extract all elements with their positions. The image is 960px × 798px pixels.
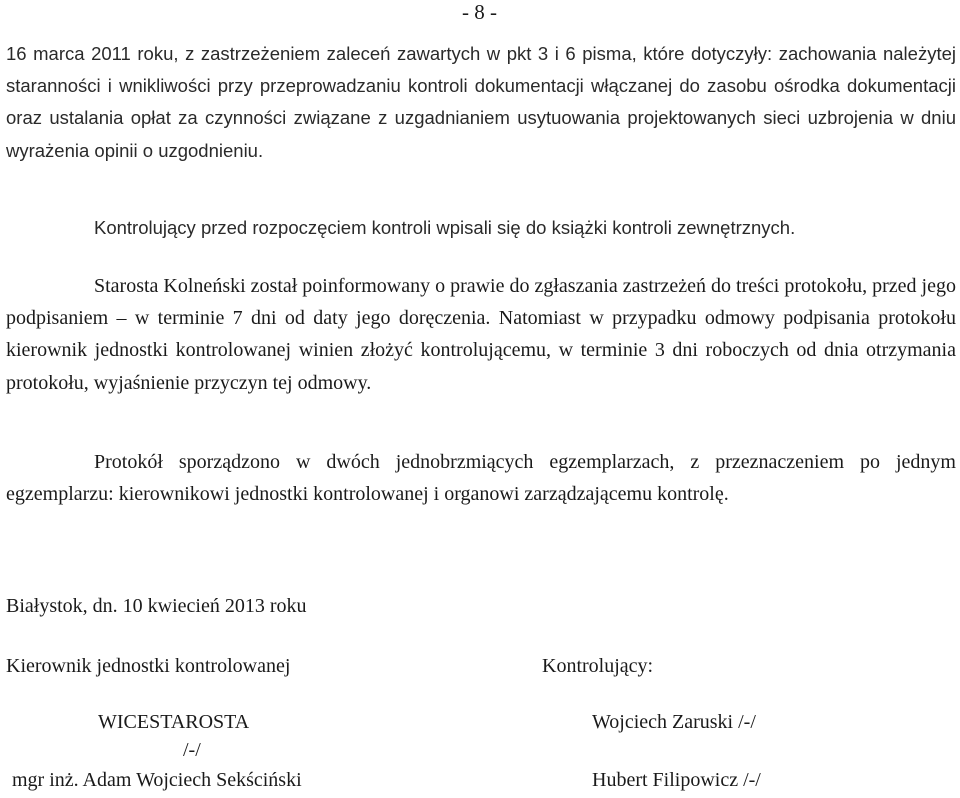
signature-heading-inspectors: Kontrolujący: bbox=[542, 655, 654, 677]
signature-right-inspector-2: Hubert Filipowicz /-/ bbox=[592, 769, 761, 791]
signature-left-name: mgr inż. Adam Wojciech Sekściński bbox=[12, 769, 302, 791]
paragraph-control-book: Kontrolujący przed rozpoczęciem kontroli wpisali się do książki kontroli zewnętrznych. bbox=[94, 217, 796, 238]
paragraph-objections bbox=[6, 270, 956, 399]
signature-heading-head-of-unit: Kierownik jednostki kontrolowanej bbox=[6, 655, 291, 677]
signature-right-inspector-1: Wojciech Zaruski /-/ bbox=[592, 711, 756, 733]
signature-left-mark: /-/ bbox=[183, 739, 201, 761]
refusal-procedure-text: Natomiast w przypadku odmowy podpisania protokołu kierownik jednostki kontrolowanej winien złożyć kontrolującemu, w terminie 3 dni roboczych od dnia otrzymania protokołu, wyjaśnienie przyczyn tej odmowy. bbox=[6, 307, 956, 394]
place-and-date: Białystok, dn. 10 kwiecień 2013 roku bbox=[6, 595, 307, 617]
objections-right-text: Starosta Kolneński został poinformowany o prawie do zgłaszania zastrzeżeń do treści protokołu, przed jego podpisaniem – w terminie 7 dni od daty jego doręczenia. bbox=[6, 275, 956, 330]
paragraph-copies: Protokół sporządzono w dwóch jednobrzmiących egzemplarzach, z przeznaczeniem po jednym egzemplarzu: kierownikowi jednostki kontrolowanej i organowi zarządzającemu kontrolę. bbox=[6, 451, 956, 506]
signature-left-title: WICESTAROSTA bbox=[98, 711, 250, 733]
page-number: - 8 - bbox=[462, 0, 497, 24]
paragraph-recommendations: 16 marca 2011 roku, z zastrzeżeniem zaleceń zawartych w pkt 3 i 6 pisma, które dotyczyły: zachowania należytej staranności i wnikliwości przy przeprowadzaniu kontroli dokumentacji włączanej do zasobu ośrodka dokumentacji oraz ustalania opłat za czynności związane z uzgadnianiem usytuowania projektowanych sieci uzbrojenia w dniu wyrażenia opinii o uzgodnieniu. bbox=[6, 43, 956, 161]
